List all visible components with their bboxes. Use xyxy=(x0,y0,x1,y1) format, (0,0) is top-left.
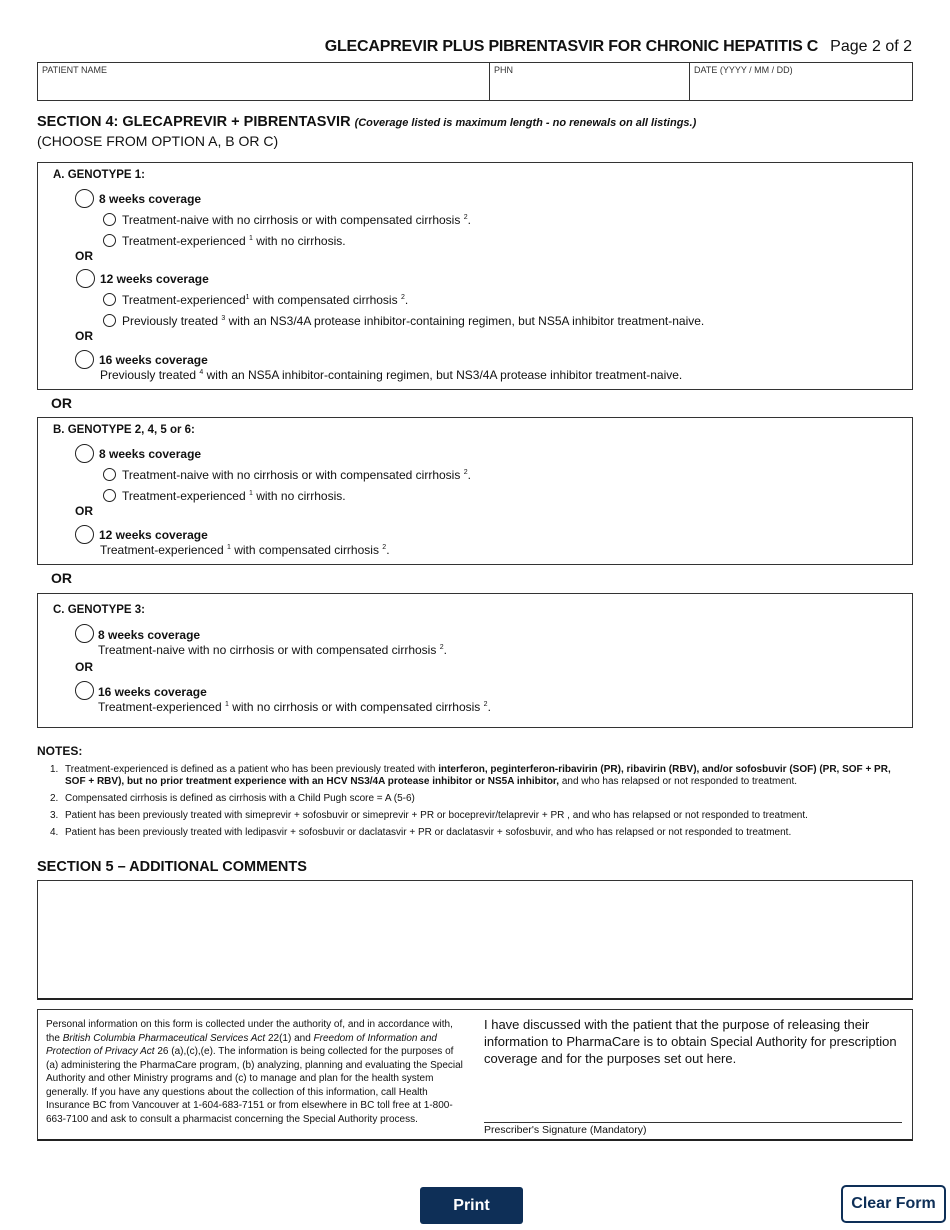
section-4-heading xyxy=(37,114,696,149)
consent-statement: I have discussed with the patient that the purpose of releasing their information to PharmaCare is to obtain Special Authority for prescription coverage and for the purposes set out here. xyxy=(484,1017,897,1066)
or-label: OR xyxy=(75,660,93,674)
genotype-c-8wk-label: 8 weeks coverage xyxy=(98,628,201,642)
genotype-a-16wk-text: Previously treated $^4$ with an NS5A inhibitor-containing regimen, but NS3/4A protease inhibitor treatment-naive. xyxy=(100,368,683,382)
form-title: GLECAPREVIR PLUS PIBRENTASVIR FOR CHRONIC HEPATITIS C xyxy=(324,38,819,55)
section-4-title: SECTION 4: GLECAPREVIR + PIBRENTASVIR (Coverage listed is maximum length - no renewals on all listings.) xyxy=(37,114,697,130)
genotype-a-16wk-radio[interactable] xyxy=(75,350,94,369)
genotype-a-12wk-experienced-radio[interactable] xyxy=(103,293,116,306)
page-header xyxy=(325,38,912,56)
genotype-a-12wk-experienced-text: Treatment-experienced$^1$ with compensated cirrhosis $^2$. xyxy=(122,293,409,307)
genotype-a-16wk-label: 16 weeks coverage xyxy=(99,353,208,367)
note-item: 3. Patient has been previously treated with simeprevir + sofosbuvir or simeprevir + PR or boceprevir/telaprevir + PR , and who has relapsed or not responded to treatment. xyxy=(50,810,808,821)
genotype-a-box xyxy=(37,162,913,390)
genotype-b-8wk-naive-radio[interactable] xyxy=(103,468,116,481)
genotype-b-12wk-radio[interactable] xyxy=(75,525,94,544)
notes-list xyxy=(37,764,913,839)
date-field[interactable] xyxy=(690,63,912,100)
section-5-title: SECTION 5 – ADDITIONAL COMMENTS xyxy=(37,859,307,875)
or-separator-ab: OR xyxy=(51,395,72,411)
date-label: DATE (YYYY / MM / DD) xyxy=(694,65,793,75)
patient-id-row xyxy=(37,62,913,101)
additional-comments-textarea[interactable] xyxy=(37,880,913,1000)
genotype-b-8wk-radio[interactable] xyxy=(75,444,94,463)
genotype-a-8wk-naive-radio[interactable] xyxy=(103,213,116,226)
signature-label: Prescriber's Signature (Mandatory) xyxy=(484,1124,647,1136)
genotype-c-16wk-label: 16 weeks coverage xyxy=(98,685,207,699)
genotype-c-box xyxy=(37,593,913,728)
genotype-b-8wk-label: 8 weeks coverage xyxy=(99,447,202,461)
genotype-a-12wk-label: 12 weeks coverage xyxy=(100,272,209,286)
note-item: 4. Patient has been previously treated with ledipasvir + sofosbuvir or daclatasvir + PR or daclatasvir + sofosbuvir, and who has relapsed or not responded to treatment. xyxy=(50,827,792,838)
clear-form-button[interactable]: Clear Form xyxy=(841,1185,946,1223)
genotype-b-box xyxy=(37,417,913,565)
notes-title: NOTES: xyxy=(37,744,83,758)
genotype-a-12wk-prev-radio[interactable] xyxy=(103,314,116,327)
genotype-b-8wk-experienced-text: Treatment-experienced $^1$ with no cirrhosis. xyxy=(122,489,346,503)
patient-name-label: PATIENT NAME xyxy=(42,65,108,75)
authorization-box xyxy=(37,1009,913,1141)
note-item: 1. Treatment-experienced is defined as a patient who has been previously treated with interferon, peginterferon-ribavirin (PR), ribavirin (RBV), and/or sofosbuvir (SOF) (PR, SOF + PR, SOF + RBV), but no prior treatment experience with an HCV NS3/4A protease inhibitor or NS5A inhibitor, and who has relapsed or not responded to treatment. xyxy=(50,764,891,787)
or-label: OR xyxy=(75,249,93,263)
genotype-a-8wk-radio[interactable] xyxy=(75,189,94,208)
section-4-subtitle: (CHOOSE FROM OPTION A, B OR C) xyxy=(37,133,279,149)
or-label: OR xyxy=(75,504,93,518)
or-label: OR xyxy=(75,329,93,343)
patient-name-field[interactable] xyxy=(38,63,490,100)
genotype-a-8wk-experienced-radio[interactable] xyxy=(103,234,116,247)
genotype-a-8wk-experienced-text: Treatment-experienced $^1$ with no cirrhosis. xyxy=(122,234,346,248)
genotype-a-8wk-label: 8 weeks coverage xyxy=(99,192,202,206)
genotype-c-8wk-text: Treatment-naive with no cirrhosis or with compensated cirrhosis $^2$. xyxy=(98,643,447,657)
privacy-statement: Personal information on this form is collected under the authority of, and in accordance with, the British Columbia Pharmaceutical Services Act 22(1) and Freedom of Information and Protection of Privacy Act 26 (a),(c),(e). The information is being collected for the purposes of (a) administering the PharmaCare program, (b) analyzing, planning and evaluating the Special Authority and other Ministry programs and (c) to manage and plan for the health system generally. If you have any questions about the collection of this information, call Health Insurance BC from Vancouver at 1-604-683-7151 or from elsewhere in BC toll free at 1-800-663-7100 and ask to consult a pharmacist concerning the Special Authority process. xyxy=(46,1019,463,1125)
genotype-b-8wk-experienced-radio[interactable] xyxy=(103,489,116,502)
genotype-a-title: A. GENOTYPE 1: xyxy=(53,169,146,181)
genotype-a-12wk-radio[interactable] xyxy=(76,269,95,288)
section-4-note: (Coverage listed is maximum length - no renewals on all listings.) xyxy=(354,117,697,129)
note-item: 2. Compensated cirrhosis is defined as cirrhosis with a Child Pugh score = A (5-6) xyxy=(50,793,415,804)
genotype-b-12wk-text: Treatment-experienced $^1$ with compensated cirrhosis $^2$. xyxy=(100,543,390,557)
print-button[interactable]: Print xyxy=(420,1187,523,1224)
or-separator-bc: OR xyxy=(51,570,72,586)
genotype-a-8wk-naive-text: Treatment-naive with no cirrhosis or with compensated cirrhosis $^2$. xyxy=(122,213,471,227)
genotype-c-16wk-radio[interactable] xyxy=(75,681,94,700)
genotype-a-12wk-prev-text: Previously treated $^3$ with an NS3/4A protease inhibitor-containing regimen, but NS5A inhibitor treatment-naive. xyxy=(122,314,705,328)
genotype-b-title: B. GENOTYPE 2, 4, 5 or 6: xyxy=(53,424,195,436)
genotype-b-8wk-naive-text: Treatment-naive with no cirrhosis or with compensated cirrhosis $^2$. xyxy=(122,468,471,482)
genotype-b-12wk-label: 12 weeks coverage xyxy=(99,528,208,542)
phn-field[interactable] xyxy=(490,63,690,100)
notes-section xyxy=(37,744,913,844)
signature-line[interactable] xyxy=(484,1122,902,1123)
page-number: Page 2 of 2 xyxy=(830,38,912,55)
genotype-c-16wk-text: Treatment-experienced $^1$ with no cirrhosis or with compensated cirrhosis $^2$. xyxy=(98,700,491,714)
genotype-c-title: C. GENOTYPE 3: xyxy=(53,604,146,616)
genotype-c-8wk-radio[interactable] xyxy=(75,624,94,643)
phn-label: PHN xyxy=(494,65,514,75)
